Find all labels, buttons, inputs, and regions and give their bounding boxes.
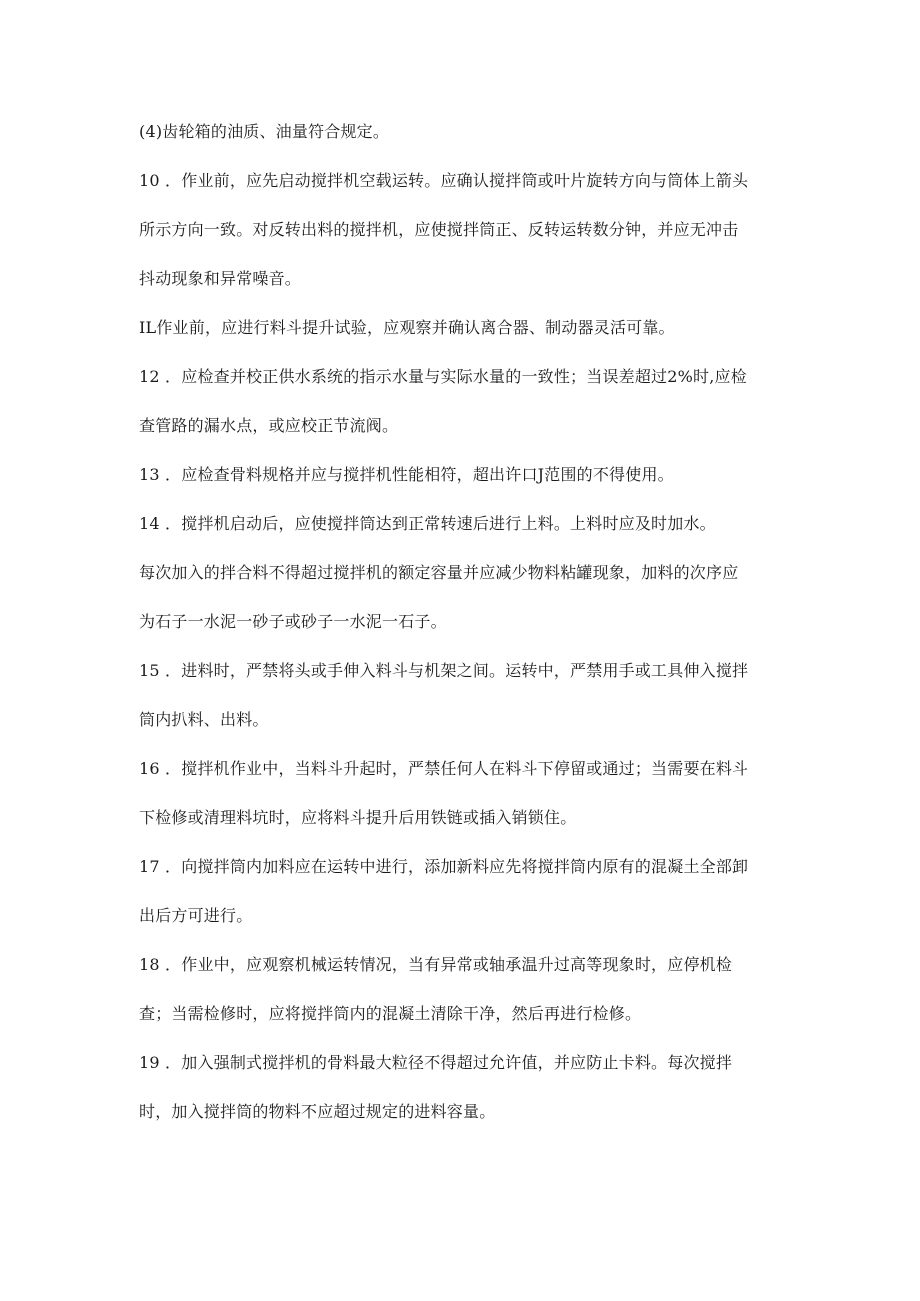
text-line-item-10-cont-1: 所示方向一致。对反转出料的搅拌机，应使搅拌筒正、反转运转数分钟，并应无冲击	[139, 220, 739, 239]
text-line-item-12: 12 ．应检查并校正供水系统的指示水量与实际水量的一致性；当误差超过2%时,应检	[139, 367, 747, 386]
text-line-item-18-cont: 查；当需检修时，应将搅拌筒内的混凝土清除干净，然后再进行检修。	[139, 1004, 642, 1023]
text-line-item-14: 14 ．搅拌机启动后，应使搅拌筒达到正常转速后进行上料。上料时应及时加水。	[139, 514, 716, 533]
text-line-item-15: 15 ．进料时，严禁将头或手伸入料斗与机架之间。运转中，严禁用手或工具伸入搅拌	[139, 661, 749, 680]
text-line-item-4: (4)齿轮箱的油质、油量符合规定。	[139, 122, 390, 141]
text-line-item-14-cont-2: 为石子一水泥一砂子或砂子一水泥一石子。	[139, 612, 447, 631]
text-line-item-10-cont-2: 抖动现象和异常噪音。	[139, 269, 302, 288]
text-line-item-19-cont: 时，加入搅拌筒的物料不应超过规定的进料容量。	[139, 1102, 496, 1121]
text-line-item-17: 17 ．向搅拌筒内加料应在运转中进行，添加新料应先将搅拌筒内原有的混凝土全部卸	[139, 857, 749, 876]
text-line-item-10: 10 ．作业前，应先启动搅拌机空载运转。应确认搅拌筒或叶片旋转方向与筒体上箭头	[139, 171, 749, 190]
text-line-item-16-cont: 下检修或清理料坑时，应将料斗提升后用铁链或插入销锁住。	[139, 808, 577, 827]
text-line-item-13: 13 ．应检查骨料规格并应与搅拌机性能相符，超出许口J范围的不得使用。	[139, 465, 674, 484]
text-line-item-18: 18 ．作业中，应观察机械运转情况，当有异常或轴承温升过高等现象时，应停机检	[139, 955, 733, 974]
text-line-item-11: IL作业前，应进行料斗提升试验，应观察并确认离合器、制动器灵活可靠。	[139, 318, 675, 337]
text-line-item-17-cont: 出后方可进行。	[139, 906, 253, 925]
text-line-item-19: 19 ．加入强制式搅拌机的骨料最大粒径不得超过允许值，并应防止卡料。每次搅拌	[139, 1053, 733, 1072]
text-line-item-14-cont-1: 每次加入的拌合料不得超过搅拌机的额定容量并应减少物料粘罐现象，加料的次序应	[139, 563, 739, 582]
text-line-item-16: 16 ．搅拌机作业中，当料斗升起时，严禁任何人在料斗下停留或通过；当需要在料斗	[139, 759, 749, 778]
text-line-item-12-cont: 查管路的漏水点，或应校正节流阀。	[139, 416, 399, 435]
text-line-item-15-cont: 筒内扒料、出料。	[139, 710, 269, 729]
